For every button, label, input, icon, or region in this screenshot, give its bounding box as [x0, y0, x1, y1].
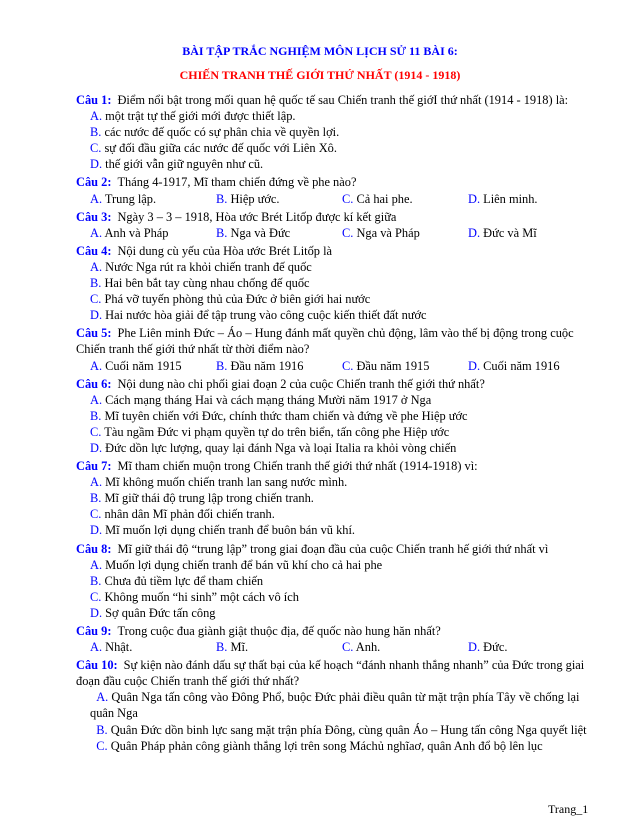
- question-text: Mĩ tham chiến muộn trong Chiến tranh thế giới thứ nhất (1914-1918) vì:: [117, 459, 478, 474]
- question-9: [76, 623, 596, 655]
- option-a: A. Trung lập.: [90, 191, 157, 206]
- option-c: C. Cả hai phe.: [342, 191, 413, 206]
- option-a: A. Nước Nga rút ra khỏi chiến tranh đế quốc: [90, 259, 312, 274]
- option-d: D. Đức và Mĩ: [468, 225, 537, 240]
- option-b: B. Hiệp ước.: [216, 191, 280, 206]
- option-c: C. Anh.: [342, 640, 381, 655]
- option-c: C. Đầu năm 1915: [342, 358, 430, 373]
- option-a: A. Anh và Pháp: [90, 225, 169, 240]
- question-text: Nội dung cù yếu của Hòa ước Brét Litốp là: [117, 243, 333, 258]
- option-a: A. Mĩ không muốn chiến tranh lan sang nước mình.: [90, 475, 348, 490]
- option-a: A. Nhật.: [90, 640, 133, 655]
- option-b: B. Đầu năm 1916: [216, 358, 304, 373]
- question-number: Câu 2:: [76, 175, 112, 190]
- option-d: D. Đức dồn lực lượng, quay lại đánh Nga và loại Italia ra khỏi vòng chiến: [90, 440, 457, 455]
- option-d: D. Liên minh.: [468, 191, 538, 206]
- option-b: B. Mĩ.: [216, 640, 249, 655]
- question-2: [76, 174, 596, 206]
- option-d: D. Mĩ muốn lợi dụng chiến tranh để buôn bán vũ khí.: [90, 523, 356, 538]
- option-b: B. Nga và Đức: [216, 225, 291, 240]
- option-a: A. Quân Nga tấn công vào Đông Phổ, buộc Đức phải điều quân từ mặt trận phía Tây về chống lại quân Nga: [90, 690, 580, 721]
- question-text: Ngày 3 – 3 – 1918, Hòa ước Brét Litốp được kí kết giữa: [117, 209, 397, 224]
- question-7: [76, 458, 596, 538]
- option-a: A. Muốn lợi dụng chiến tranh để bán vũ khí cho cả hai phe: [90, 557, 383, 572]
- question-text: Điểm nổi bật trong mối quan hệ quốc tế sau Chiến tranh thế giớI thứ nhất (1914 - 1918) là:: [117, 93, 569, 107]
- question-text: Sự kiện nào đánh dấu sự thất bại của kế hoạch “đánh nhanh thắng nhanh” của Đức trong giai đoạn đầu cuộc Chiến tranh thế giới thứ nhất?: [76, 658, 585, 689]
- question-5: [76, 325, 596, 373]
- option-c: C. Tàu ngầm Đức vi phạm quyền tự do trên biển, tấn công phe Hiệp ước: [90, 424, 450, 439]
- question-list: [76, 92, 596, 754]
- option-row: [76, 639, 596, 655]
- question-number: Câu 7:: [76, 459, 112, 474]
- option-c: C. Phá vỡ tuyến phòng thủ của Đức ở biên giới hai nước: [90, 292, 371, 307]
- question-text: Mĩ giữ thái độ “trung lập” trong giai đoạn đầu của cuộc Chiến tranh hế giới thứ nhất vì: [117, 541, 549, 556]
- option-a: A. một trật tự thế giới mới được thiết lập.: [90, 109, 296, 124]
- option-d: D. Sợ quân Đức tấn công: [90, 605, 216, 620]
- option-row: [76, 191, 596, 207]
- option-a: A. Cách mạng tháng Hai và cách mạng tháng Mười năm 1917 ở Nga: [90, 392, 432, 407]
- document-title: BÀI TẬP TRẮC NGHIỆM MÔN LỊCH SỬ 11 BÀI 6:: [182, 44, 458, 58]
- question-number: Câu 4:: [76, 243, 112, 258]
- option-row: [76, 225, 596, 241]
- option-b: B. Chưa đủ tiềm lực để tham chiến: [90, 573, 264, 588]
- question-text: Tháng 4-1917, Mĩ tham chiến đứng về phe nào?: [117, 175, 357, 190]
- option-d: D. Cuối năm 1916: [468, 358, 560, 373]
- question-number: Câu 8:: [76, 541, 112, 556]
- option-b: B. Hai bên bắt tay cùng nhau chống đế quốc: [90, 276, 310, 291]
- question-10: [76, 657, 596, 754]
- question-number: Câu 6:: [76, 376, 112, 391]
- question-6: [76, 376, 596, 456]
- option-d: D. Đức.: [468, 640, 508, 655]
- question-number: Câu 9:: [76, 624, 112, 638]
- option-c: C. Không muốn “hi sinh” một cách vô ích: [90, 589, 299, 604]
- option-c: C. sự đối đầu giữa các nước đế quốc với Liên Xô.: [90, 141, 337, 156]
- option-c: C. Nga và Pháp: [342, 225, 420, 240]
- question-3: [76, 209, 596, 241]
- question-text: Nội dung nào chi phối giai đoạn 2 của cuộc Chiến tranh thế giới thứ nhất?: [117, 376, 485, 391]
- question-number: Câu 1:: [76, 93, 112, 107]
- option-c: C. Quân Pháp phản công giành thắng lợi trên song Máchủ nghĩaơ, quân Anh đổ bộ lên lục: [96, 738, 543, 753]
- option-a: A. Cuối năm 1915: [90, 358, 182, 373]
- question-number: Câu 3:: [76, 209, 112, 224]
- option-d: D. thế giới vẫn giữ nguyên như cũ.: [90, 157, 264, 172]
- option-b: B. Mĩ tuyên chiến với Đức, chính thức tham chiến và đứng về phe Hiệp ước: [90, 408, 468, 423]
- question-number: Câu 5:: [76, 326, 112, 341]
- option-row: [76, 358, 596, 374]
- question-number: Câu 10:: [76, 658, 118, 673]
- question-1: [76, 92, 596, 172]
- option-b: B. Quân Đức dồn binh lực sang mặt trận phía Đông, cùng quân Áo – Hung tấn công Nga quyết liệt: [96, 722, 587, 737]
- question-4: [76, 243, 596, 323]
- question-text: Trong cuộc đua giành giật thuộc địa, đế quốc nào hung hăn nhất?: [117, 624, 441, 638]
- document-subtitle: CHIẾN TRANH THẾ GIỚI THỨ NHẤT (1914 - 1918): [179, 68, 461, 82]
- question-text: Phe Liên minh Đức – Áo – Hung đánh mất quyền chủ động, lâm vào thế bị động trong cuộc Chiến tranh thế giới thứ nhất từ thời điểm nào?: [76, 326, 574, 357]
- option-d: D. Hai nước hòa giải để tập trung vào công cuộc kiến thiết đất nước: [90, 308, 427, 323]
- option-b: B. Mĩ giữ thái độ trung lập trong chiến tranh.: [90, 491, 314, 506]
- option-b: B. các nước đế quốc có sự phân chia về quyền lợi.: [90, 125, 340, 140]
- page-number: Trang_1: [548, 802, 589, 816]
- option-c: C. nhân dân Mĩ phản đối chiến tranh.: [90, 507, 275, 522]
- question-8: [76, 541, 596, 621]
